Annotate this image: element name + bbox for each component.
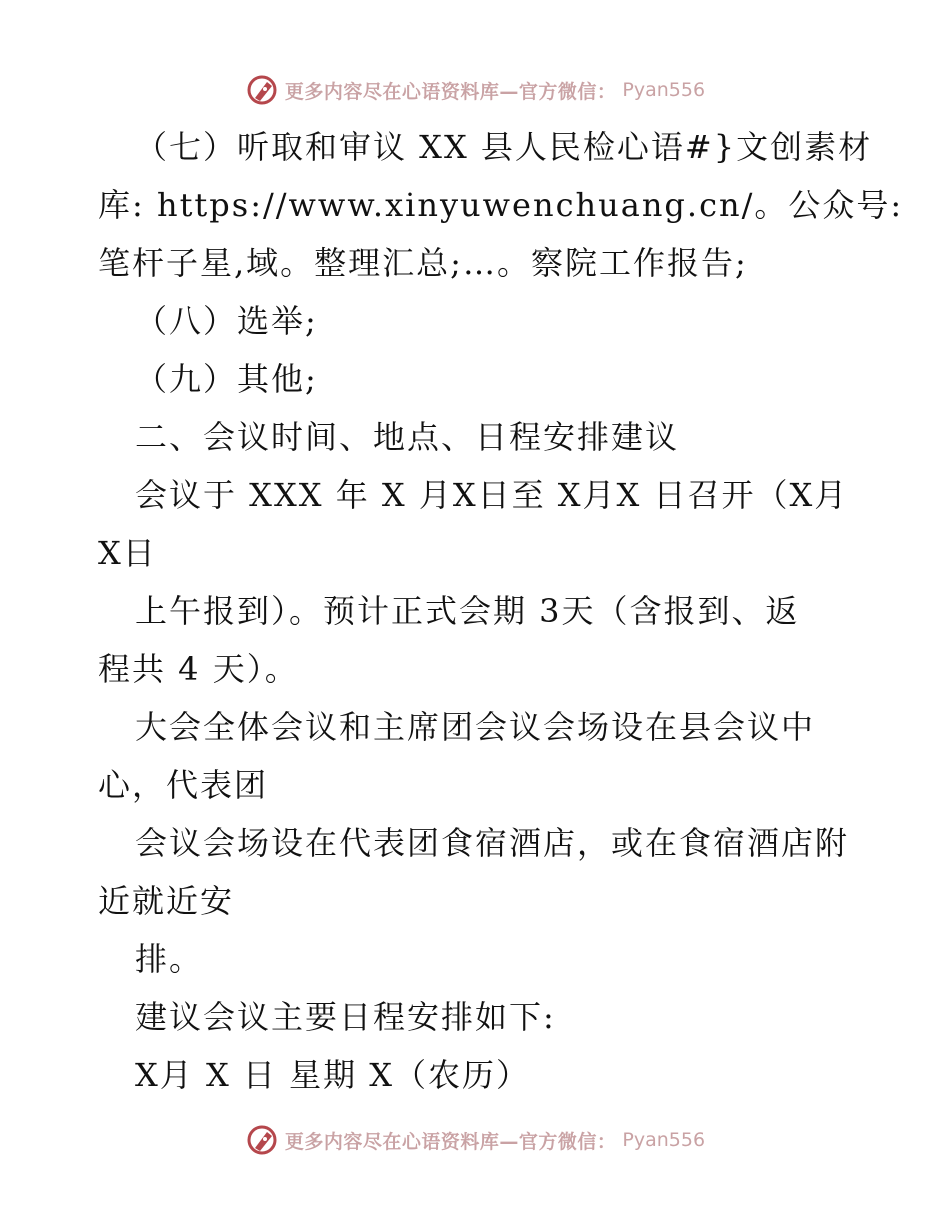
footer-banner-text: 更多内容尽在心语资料库—官方微信： xyxy=(284,1130,617,1153)
pen-nib-icon xyxy=(245,73,279,107)
header-banner-text: 更多内容尽在心语资料库—官方微信： xyxy=(284,80,617,103)
body-line: 大会全体会议和主席团会议会场设在县会议中 xyxy=(135,708,816,746)
document-body xyxy=(98,118,904,1104)
header-wechat-id: Pyan556 xyxy=(622,79,706,101)
schedule-date-line: X月 X 日 星期 X（农历） xyxy=(135,1056,531,1094)
body-line: 库: https://www.xinyuwenchuang.cn/。公众号: xyxy=(98,186,904,224)
body-line: 建议会议主要日程安排如下: xyxy=(135,998,556,1036)
body-line: 近就近安 xyxy=(98,882,235,920)
body-line: 上午报到）。预计正式会期 3天（含报到、返 xyxy=(135,592,800,630)
pen-nib-icon xyxy=(245,1123,279,1157)
body-line: 会议会场设在代表团食宿酒店，或在食宿酒店附 xyxy=(135,824,850,862)
item-seven-line: （七）听取和审议 XX 县人民检心语#}文创素材 xyxy=(135,128,873,166)
body-line: 心，代表团 xyxy=(98,766,269,804)
section-heading: 二、会议时间、地点、日程安排建议 xyxy=(135,418,680,456)
body-line: 排。 xyxy=(135,940,204,978)
body-line: 程共 4 天）。 xyxy=(98,650,299,688)
body-line: 笔杆子星,域。整理汇总;…。察院工作报告; xyxy=(98,244,748,282)
body-line: 会议于 XXX 年 X 月X日至 X月X 日召开（X月 xyxy=(135,476,849,514)
header-banner xyxy=(0,70,950,110)
body-line: X日 xyxy=(98,534,157,572)
item-nine-line: （九）其他; xyxy=(135,360,318,398)
footer-wechat-id: Pyan556 xyxy=(622,1129,706,1151)
item-eight-line: （八）选举; xyxy=(135,302,318,340)
footer-banner xyxy=(0,1120,950,1160)
